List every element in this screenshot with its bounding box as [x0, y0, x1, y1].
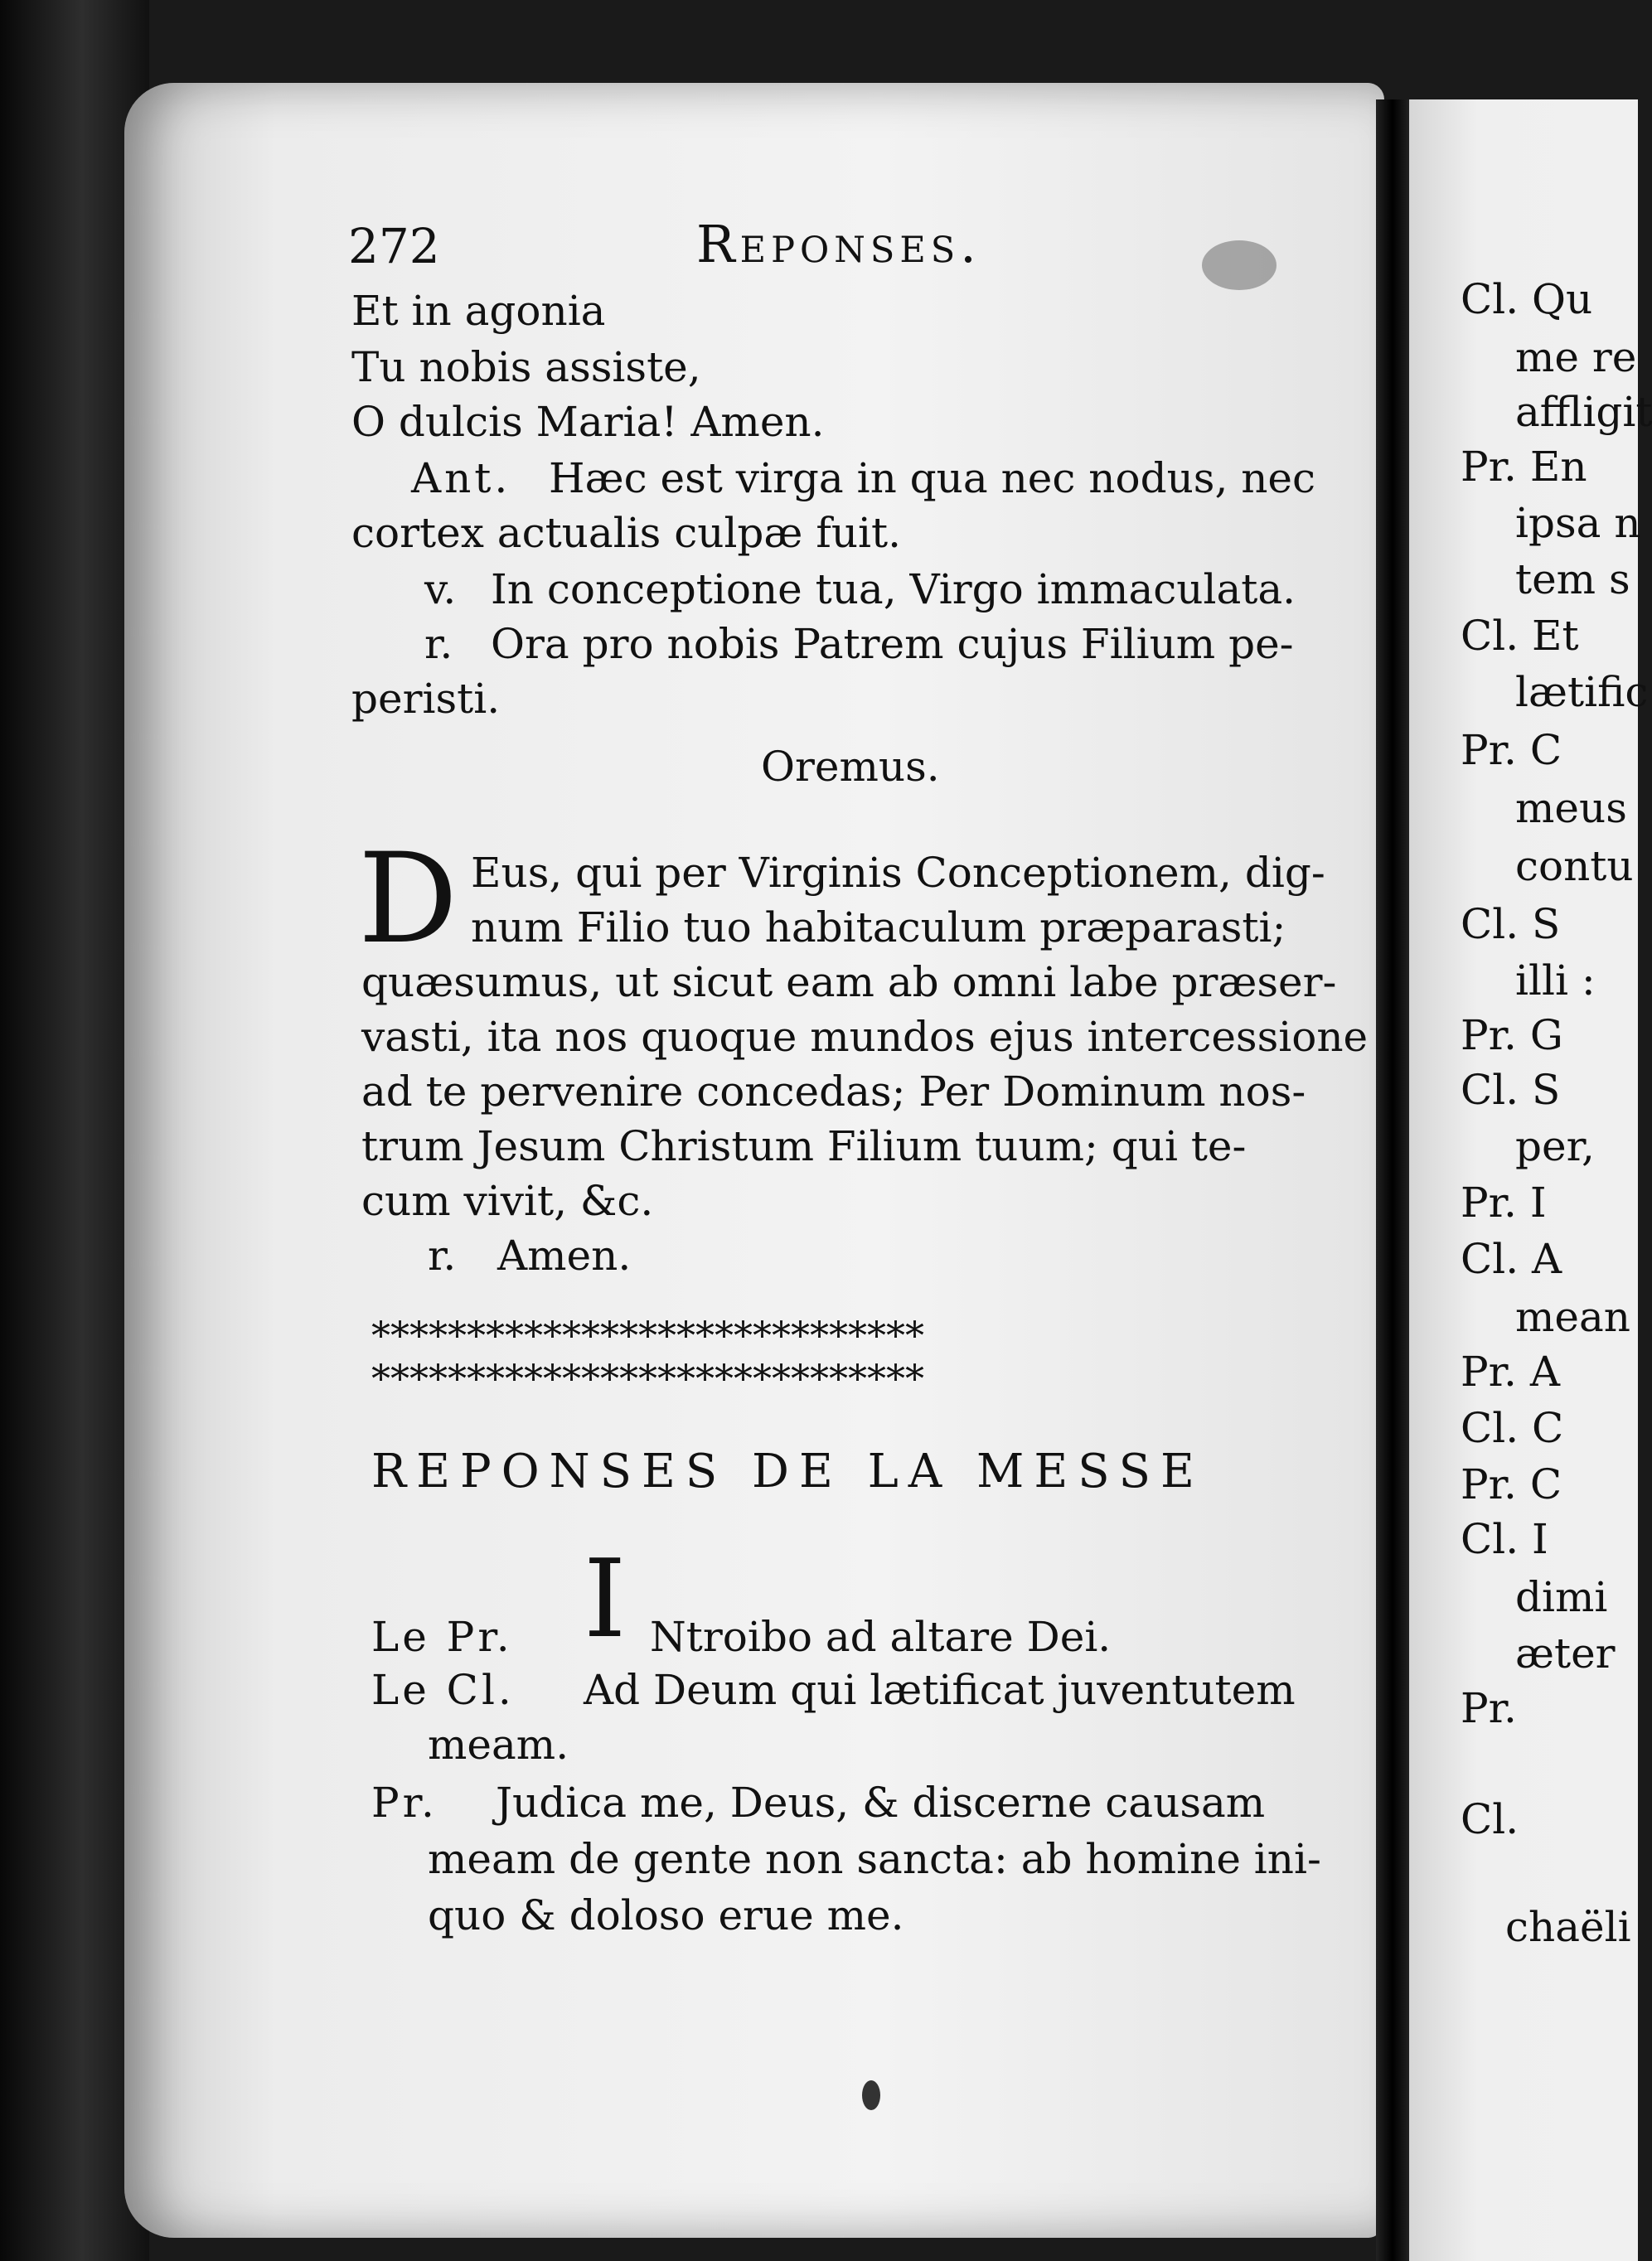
prayer-dropcap: D [358, 827, 458, 971]
prayer-line-7: cum vivit, &c. [361, 1177, 654, 1225]
right-line-16: per, [1515, 1122, 1595, 1170]
page-gutter [1376, 99, 1409, 2261]
right-line-24: dimi [1515, 1573, 1608, 1621]
antiphon-line-2: cortex actualis culpæ fuit. [351, 509, 902, 557]
right-line-20: Pr. A [1461, 1348, 1560, 1396]
running-header: Reponses. [696, 214, 981, 274]
response-label: r. [424, 620, 453, 668]
ink-speck [862, 2080, 880, 2110]
right-line-9: Pr. C [1461, 726, 1562, 774]
right-line-3: affligit [1515, 388, 1652, 436]
right-page [1409, 99, 1652, 2261]
mass-priest2-line-3: quo & doloso erue me. [428, 1891, 904, 1939]
right-line-2: me re [1515, 333, 1637, 381]
right-line-7: Cl. Et [1461, 612, 1579, 660]
right-line-12: Cl. S [1461, 900, 1561, 948]
prayer-line-6: trum Jesum Christum Filium tuum; qui te- [361, 1122, 1247, 1170]
verse-line-2: Tu nobis assiste, [351, 343, 701, 391]
right-line-6: tem s [1515, 555, 1630, 603]
versicle-label: v. [424, 565, 457, 613]
right-line-1: Cl. Qu [1461, 275, 1593, 323]
right-line-8: lætific [1515, 668, 1649, 716]
mass-clerk-label: Le Cl. [371, 1666, 515, 1714]
right-line-22: Pr. C [1461, 1460, 1562, 1508]
ink-smudge [1202, 240, 1277, 290]
right-line-27: Cl. [1461, 1795, 1519, 1843]
section-title: REPONSES DE LA MESSE [371, 1445, 1204, 1498]
prayer-line-3: quæsumus, ut sicut eam ab omni labe præser- [361, 958, 1337, 1006]
ornament-stars-1: ***************************** [371, 1313, 924, 1358]
right-line-19: mean [1515, 1293, 1631, 1341]
mass-priest-label: Le Pr. [371, 1613, 513, 1661]
mass-clerk-line-1: Ad Deum qui lætificat juventutem [584, 1666, 1296, 1714]
right-line-14: Pr. G [1461, 1011, 1563, 1059]
prayer-line-4: vasti, ita nos quoque mundos ejus intercessione [361, 1013, 1369, 1061]
antiphon-line-1: Hæc est virga in qua nec nodus, nec [549, 454, 1316, 502]
right-line-10: meus [1515, 784, 1627, 832]
response-amen: Amen. [497, 1232, 632, 1280]
mass-priest-text: Ntroibo ad altare Dei. [650, 1613, 1112, 1661]
right-line-13: illi : [1515, 956, 1596, 1005]
verse-line-1: Et in agonia [351, 287, 606, 335]
right-line-23: Cl. I [1461, 1515, 1548, 1563]
ornament-stars-2: ***************************** [371, 1356, 924, 1401]
antiphon-label: Ant. [411, 454, 511, 502]
mass-priest2-line-2: meam de gente non sancta: ab homine ini- [428, 1835, 1321, 1883]
versicle-text: In conceptione tua, Virgo immaculata. [491, 565, 1296, 613]
right-line-15: Cl. S [1461, 1066, 1561, 1114]
right-line-4: Pr. En [1461, 443, 1587, 491]
oremus-heading: Oremus. [761, 743, 940, 791]
response-label-2: r. [428, 1232, 457, 1280]
mass-dropcap: I [584, 1536, 627, 1662]
prayer-line-1: Eus, qui per Virginis Conceptionem, dig- [471, 849, 1325, 897]
right-line-26: Pr. [1461, 1684, 1517, 1732]
prayer-line-2: num Filio tuo habitaculum præparasti; [471, 903, 1286, 951]
right-line-18: Cl. A [1461, 1235, 1562, 1283]
right-line-28: chaëli [1505, 1903, 1631, 1951]
response-line-1: Ora pro nobis Patrem cujus Filium pe- [491, 620, 1294, 668]
right-line-11: contu [1515, 842, 1634, 890]
mass-priest2-line-1: Judica me, Deus, & discerne causam [496, 1779, 1266, 1827]
verse-line-3: O dulcis Maria! Amen. [351, 398, 825, 446]
right-line-21: Cl. C [1461, 1404, 1564, 1452]
right-line-5: ipsa n [1515, 499, 1641, 547]
page-number: 272 [348, 218, 440, 274]
mass-priest2-label: Pr. [371, 1779, 438, 1827]
prayer-line-5: ad te pervenire concedas; Per Dominum nos- [361, 1068, 1306, 1116]
right-line-17: Pr. I [1461, 1179, 1547, 1227]
right-line-25: æter [1515, 1629, 1616, 1678]
response-line-2: peristi. [351, 675, 501, 723]
mass-clerk-line-2: meam. [428, 1721, 569, 1769]
